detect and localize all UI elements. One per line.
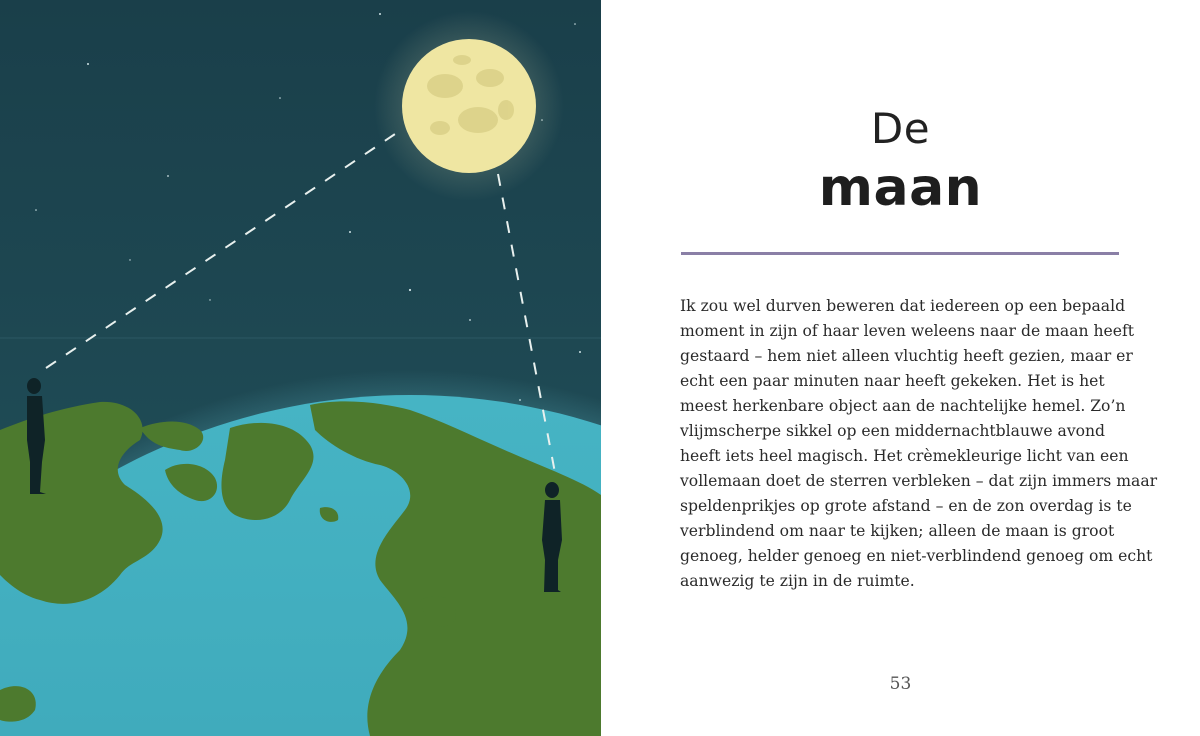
body-line: gestaard – hem niet alleen vluchtig heeft gezien, maar er [680,347,1133,365]
body-line: speldenprikjes op grote afstand – en de zon overdag is te [680,497,1132,515]
body-line: meest herkenbare object aan de nachtelijke hemel. Zo’n [680,397,1126,415]
body-line: Ik zou wel durven beweren dat iedereen op een bepaald [680,297,1126,315]
body-line: moment in zijn of haar leven weleens naar de maan heeft [680,322,1135,340]
title-divider [681,252,1119,255]
title-line-2: maan [818,158,983,218]
body-line: verblindend om naar te kijken; alleen de maan is groot [680,522,1115,540]
title-line-1: De [870,104,931,153]
text-page [601,0,1200,736]
body-line: genoeg, helder genoeg en niet-verblindend genoeg om echt [680,547,1153,565]
body-line: aanwezig te zijn in de ruimte. [680,572,915,590]
body-line: vlijmscherpe sikkel op een middernachtblauwe avond [680,422,1106,440]
body-line: heeft iets heel magisch. Het crèmekleurige licht van een [680,447,1129,465]
page-number: 53 [889,674,912,694]
body-paragraph [680,294,1158,594]
body-line: vollemaan doet de sterren verbleken – dat zijn immers maar [680,472,1158,490]
body-line: echt een paar minuten naar heeft gekeken. Het is het [680,372,1105,390]
